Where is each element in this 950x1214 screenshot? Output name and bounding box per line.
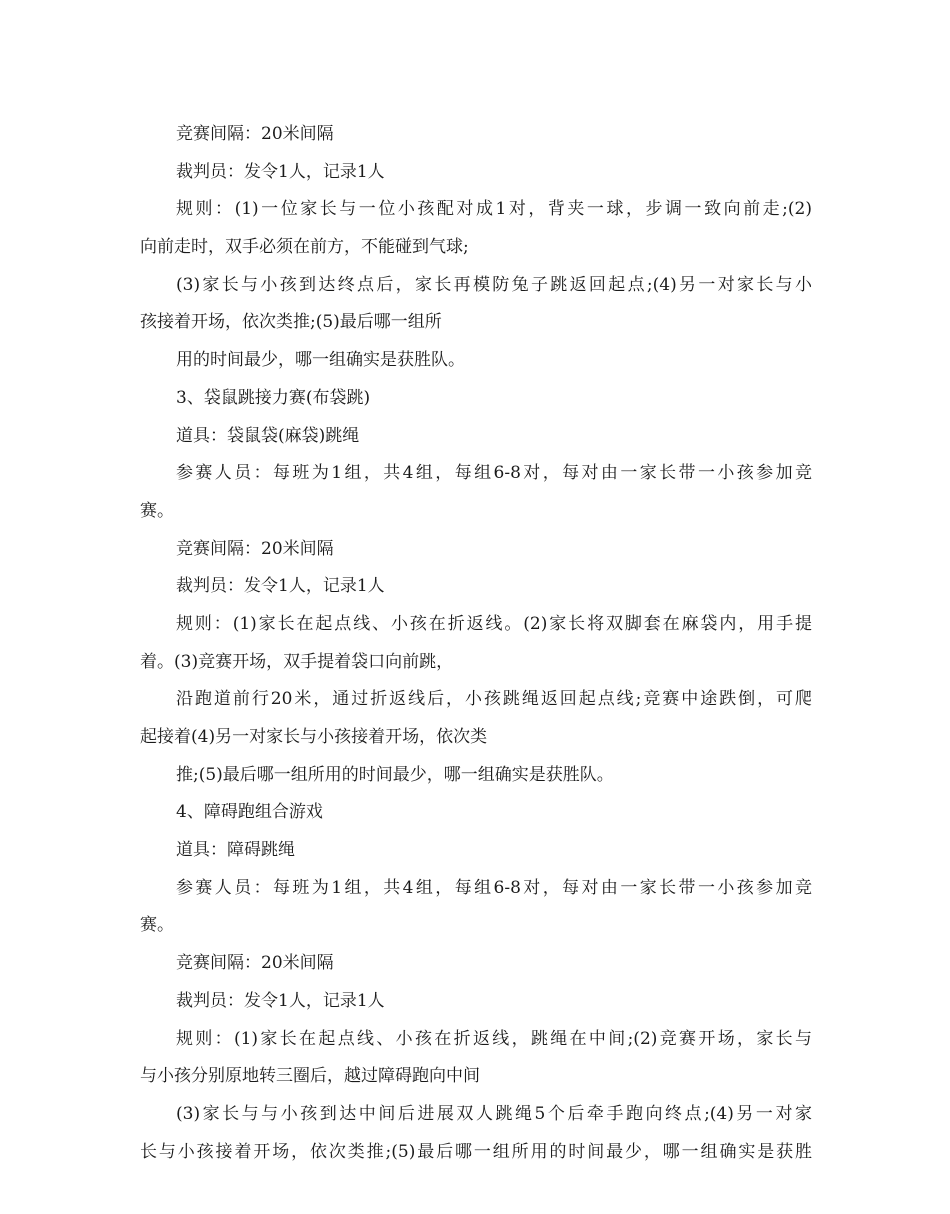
text-line: 3、袋鼠跳接力赛(布袋跳) xyxy=(176,387,371,408)
text-line: 规则：(1)家长在起点线、小孩在折返线，跳绳在中间;(2)竞赛开场，家长与 xyxy=(176,1028,812,1049)
text-line: 用的时间最少，哪一组确实是获胜队。 xyxy=(176,350,465,371)
text-line: 参赛人员：每班为1组，共4组，每组6-8对，每对由一家长带一小孩参加竞 xyxy=(176,877,812,898)
text-line: 着。(3)竞赛开场，双手提着袋口向前跳， xyxy=(140,651,454,672)
document-body xyxy=(140,116,812,1171)
text-line: 起接着(4)另一对家长与小孩接着开场，依次类 xyxy=(140,727,488,747)
text-line: 裁判员：发令1人，记录1人 xyxy=(176,161,385,182)
text-line: 竞赛间隔：20米间隔 xyxy=(176,953,334,974)
text-line: (3)家长与小孩到达终点后，家长再模防兔子跳返回起点;(4)另一对家长与小 xyxy=(176,274,812,295)
text-line: 沿跑道前行20米，通过折返线后，小孩跳绳返回起点线;竞赛中途跌倒，可爬 xyxy=(176,689,812,710)
text-line: (3)家长与与小孩到达中间后进展双人跳绳5个后牵手跑向终点;(4)另一对家 xyxy=(176,1103,812,1124)
text-line: 裁判员：发令1人，记录1人 xyxy=(176,576,385,597)
text-line: 参赛人员：每班为1组，共4组，每组6-8对，每对由一家长带一小孩参加竞 xyxy=(176,463,812,484)
text-line: 竞赛间隔：20米间隔 xyxy=(176,538,334,559)
text-line: 长与小孩接着开场，依次类推;(5)最后哪一组所用的时间最少，哪一组确实是获胜 xyxy=(140,1141,812,1162)
text-line: 赛。 xyxy=(140,500,174,521)
text-line: 规则：(1)家长在起点线、小孩在折返线。(2)家长将双脚套在麻袋内，用手提 xyxy=(176,613,812,634)
text-line: 4、障碍跑组合游戏 xyxy=(176,802,323,823)
text-line: 道具：袋鼠袋(麻袋)跳绳 xyxy=(176,425,360,446)
text-line: 裁判员：发令1人，记录1人 xyxy=(176,990,385,1011)
text-line: 赛。 xyxy=(140,915,174,936)
text-line: 孩接着开场，依次类推;(5)最后哪一组所 xyxy=(140,312,442,333)
text-line: 与小孩分别原地转三圈后，越过障碍跑向中间 xyxy=(140,1066,480,1087)
text-line: 道具：障碍跳绳 xyxy=(176,840,295,861)
text-line: 竞赛间隔：20米间隔 xyxy=(176,124,334,144)
text-line: 推;(5)最后哪一组所用的时间最少，哪一组确实是获胜队。 xyxy=(176,764,614,785)
text-line: 规则：(1)一位家长与一位小孩配对成1对，背夹一球，步调一致向前走;(2) xyxy=(176,199,812,220)
text-line: 向前走时，双手必须在前方，不能碰到气球; xyxy=(140,237,469,258)
